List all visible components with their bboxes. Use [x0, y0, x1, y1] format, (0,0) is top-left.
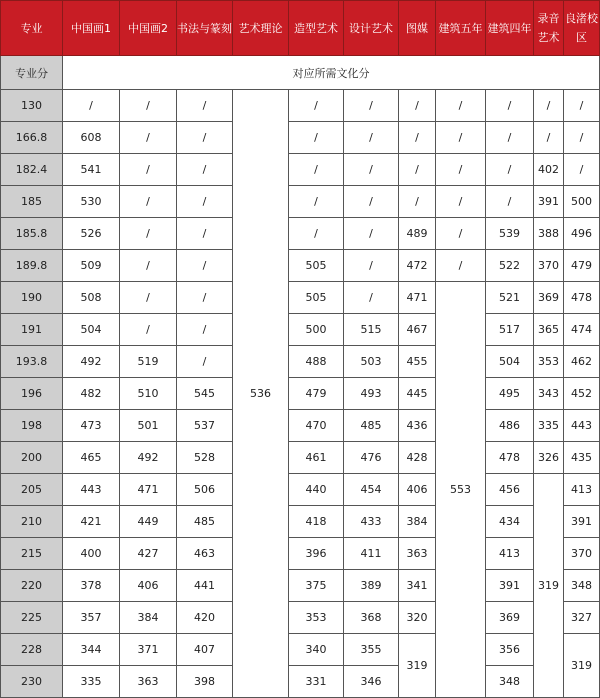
table-row [1, 122, 600, 154]
data-cell: 396 [289, 538, 344, 570]
data-cell: 473 [63, 410, 120, 442]
data-cell: 478 [486, 442, 534, 474]
data-cell: / [120, 250, 177, 282]
column-header: 录音艺术 [534, 1, 564, 56]
data-cell: 608 [63, 122, 120, 154]
data-cell: 479 [289, 378, 344, 410]
data-cell: 413 [486, 538, 534, 570]
data-cell: 384 [120, 602, 177, 634]
data-cell: 505 [289, 282, 344, 314]
data-cell: 369 [534, 282, 564, 314]
data-cell: 435 [564, 442, 600, 474]
data-cell: 440 [289, 474, 344, 506]
data-cell: 522 [486, 250, 534, 282]
data-cell: / [177, 346, 233, 378]
table-row [1, 218, 600, 250]
data-cell: 461 [289, 442, 344, 474]
score-cell: 220 [1, 570, 63, 602]
data-cell: 378 [63, 570, 120, 602]
data-cell: / [177, 90, 233, 122]
data-cell: 326 [534, 442, 564, 474]
data-cell: / [177, 154, 233, 186]
data-cell: 495 [486, 378, 534, 410]
table-row [1, 442, 600, 474]
table-row [1, 570, 600, 602]
table-row [1, 634, 600, 666]
data-cell: 353 [534, 346, 564, 378]
subheader-label: 专业分 [1, 56, 63, 90]
data-cell: / [486, 154, 534, 186]
data-cell: / [177, 314, 233, 346]
data-cell: 356 [486, 634, 534, 666]
data-cell: 340 [289, 634, 344, 666]
column-header: 建筑四年 [486, 1, 534, 56]
score-cell: 230 [1, 666, 63, 698]
data-cell: 517 [486, 314, 534, 346]
subheader-row [1, 56, 600, 90]
data-cell: 539 [486, 218, 534, 250]
data-cell: / [344, 122, 399, 154]
score-cell: 166.8 [1, 122, 63, 154]
data-cell: 465 [63, 442, 120, 474]
column-header: 艺术理论 [233, 1, 289, 56]
data-cell: 526 [63, 218, 120, 250]
score-cell: 210 [1, 506, 63, 538]
data-cell: 452 [564, 378, 600, 410]
data-cell: 528 [177, 442, 233, 474]
data-cell: 365 [534, 314, 564, 346]
data-cell: 348 [564, 570, 600, 602]
data-cell: 355 [344, 634, 399, 666]
data-cell: 335 [534, 410, 564, 442]
header-row [1, 1, 600, 56]
score-cell: 189.8 [1, 250, 63, 282]
data-cell: 436 [399, 410, 436, 442]
data-cell: / [436, 250, 486, 282]
data-cell: / [344, 282, 399, 314]
data-cell: 445 [399, 378, 436, 410]
data-cell: 368 [344, 602, 399, 634]
data-cell: 474 [564, 314, 600, 346]
data-cell: 363 [399, 538, 436, 570]
data-cell: 504 [63, 314, 120, 346]
score-cell: 190 [1, 282, 63, 314]
data-cell: / [120, 154, 177, 186]
data-cell: 470 [289, 410, 344, 442]
data-cell: / [486, 186, 534, 218]
table-row [1, 666, 600, 698]
data-cell: 420 [177, 602, 233, 634]
column-header: 中国画2 [120, 1, 177, 56]
column-header: 建筑五年 [436, 1, 486, 56]
data-cell: / [177, 250, 233, 282]
data-cell: 384 [399, 506, 436, 538]
data-cell: / [177, 186, 233, 218]
cell-recording-merged: 319 [534, 474, 564, 698]
data-cell: / [120, 314, 177, 346]
score-cell: 205 [1, 474, 63, 506]
table-row [1, 154, 600, 186]
table-row [1, 314, 600, 346]
data-cell: / [399, 186, 436, 218]
data-cell: 418 [289, 506, 344, 538]
data-cell: / [177, 282, 233, 314]
score-cell: 191 [1, 314, 63, 346]
data-cell: 433 [344, 506, 399, 538]
data-cell: 519 [120, 346, 177, 378]
data-cell: 486 [486, 410, 534, 442]
data-cell: / [564, 122, 600, 154]
data-cell: 510 [120, 378, 177, 410]
score-cell: 215 [1, 538, 63, 570]
score-cell: 196 [1, 378, 63, 410]
table-row [1, 506, 600, 538]
score-cell: 185.8 [1, 218, 63, 250]
data-cell: 488 [289, 346, 344, 378]
data-cell: 327 [564, 602, 600, 634]
data-cell: 388 [534, 218, 564, 250]
data-cell: 530 [63, 186, 120, 218]
data-cell: 493 [344, 378, 399, 410]
data-cell: 449 [120, 506, 177, 538]
data-cell: 471 [399, 282, 436, 314]
data-cell: / [120, 218, 177, 250]
data-cell: 407 [177, 634, 233, 666]
score-cell: 193.8 [1, 346, 63, 378]
column-header: 图媒 [399, 1, 436, 56]
data-cell: 479 [564, 250, 600, 282]
data-cell: 400 [63, 538, 120, 570]
data-cell: 492 [63, 346, 120, 378]
table-row [1, 186, 600, 218]
data-cell: 427 [120, 538, 177, 570]
subheader-note: 对应所需文化分 [63, 56, 600, 90]
data-cell: / [289, 90, 344, 122]
data-cell: / [289, 218, 344, 250]
table-row [1, 474, 600, 506]
data-cell: 463 [177, 538, 233, 570]
column-header: 书法与篆刻 [177, 1, 233, 56]
data-cell: 370 [564, 538, 600, 570]
data-cell: 509 [63, 250, 120, 282]
data-cell: 369 [486, 602, 534, 634]
data-cell: 441 [177, 570, 233, 602]
data-cell: 357 [63, 602, 120, 634]
data-cell: 371 [120, 634, 177, 666]
data-cell: 428 [399, 442, 436, 474]
data-cell: 331 [289, 666, 344, 698]
data-cell: 402 [534, 154, 564, 186]
data-cell: 335 [63, 666, 120, 698]
data-cell: / [344, 186, 399, 218]
column-header: 设计艺术 [344, 1, 399, 56]
data-cell: / [289, 154, 344, 186]
cell-media-merged: 319 [399, 634, 436, 698]
data-cell: 391 [486, 570, 534, 602]
data-cell: 454 [344, 474, 399, 506]
data-cell: 320 [399, 602, 436, 634]
data-cell: 504 [486, 346, 534, 378]
data-cell: / [344, 218, 399, 250]
data-cell: 471 [120, 474, 177, 506]
data-cell: / [564, 90, 600, 122]
data-cell: / [436, 90, 486, 122]
data-cell: 492 [120, 442, 177, 474]
data-cell: 375 [289, 570, 344, 602]
data-cell: / [436, 186, 486, 218]
data-cell: 443 [63, 474, 120, 506]
data-cell: 476 [344, 442, 399, 474]
table-row [1, 250, 600, 282]
data-cell: / [344, 250, 399, 282]
data-cell: 406 [120, 570, 177, 602]
table-row [1, 378, 600, 410]
data-cell: / [436, 122, 486, 154]
column-header: 良渚校区 [564, 1, 600, 56]
data-cell: 472 [399, 250, 436, 282]
table-row [1, 282, 600, 314]
data-cell: 341 [399, 570, 436, 602]
data-cell: 413 [564, 474, 600, 506]
data-cell: 370 [534, 250, 564, 282]
data-cell: / [399, 154, 436, 186]
data-cell: / [436, 154, 486, 186]
data-cell: 353 [289, 602, 344, 634]
data-cell: 500 [289, 314, 344, 346]
data-cell: / [436, 218, 486, 250]
data-cell: 434 [486, 506, 534, 538]
score-cell: 225 [1, 602, 63, 634]
cell-arch5-merged: 553 [436, 282, 486, 698]
data-cell: 344 [63, 634, 120, 666]
score-cell: 200 [1, 442, 63, 474]
table-row [1, 346, 600, 378]
data-cell: / [120, 186, 177, 218]
data-cell: 515 [344, 314, 399, 346]
data-cell: 443 [564, 410, 600, 442]
score-cell: 185 [1, 186, 63, 218]
data-cell: 485 [344, 410, 399, 442]
data-cell: 467 [399, 314, 436, 346]
score-cell: 130 [1, 90, 63, 122]
data-cell: / [289, 122, 344, 154]
table-row [1, 602, 600, 634]
data-cell: / [120, 282, 177, 314]
data-cell: 363 [120, 666, 177, 698]
data-cell: 506 [177, 474, 233, 506]
data-cell: 455 [399, 346, 436, 378]
table-row [1, 538, 600, 570]
cell-art-theory-merged: 536 [233, 90, 289, 698]
data-cell: 541 [63, 154, 120, 186]
data-cell: 503 [344, 346, 399, 378]
data-cell: / [344, 90, 399, 122]
data-cell: 389 [344, 570, 399, 602]
data-cell: 421 [63, 506, 120, 538]
table-row [1, 90, 600, 122]
data-cell: 391 [534, 186, 564, 218]
data-cell: 482 [63, 378, 120, 410]
column-header: 中国画1 [63, 1, 120, 56]
data-cell: 348 [486, 666, 534, 698]
data-cell: / [120, 122, 177, 154]
score-cell: 228 [1, 634, 63, 666]
data-cell: / [534, 90, 564, 122]
column-header: 专业 [1, 1, 63, 56]
data-cell: 462 [564, 346, 600, 378]
cell-liangzhu-merged: 319 [564, 634, 600, 698]
data-cell: / [177, 122, 233, 154]
data-cell: 521 [486, 282, 534, 314]
data-cell: / [486, 90, 534, 122]
table-row [1, 410, 600, 442]
data-cell: 500 [564, 186, 600, 218]
data-cell: / [399, 122, 436, 154]
data-cell: 485 [177, 506, 233, 538]
data-cell: 346 [344, 666, 399, 698]
data-cell: 496 [564, 218, 600, 250]
data-cell: / [289, 186, 344, 218]
data-cell: / [534, 122, 564, 154]
data-cell: 398 [177, 666, 233, 698]
data-cell: 537 [177, 410, 233, 442]
column-header: 造型艺术 [289, 1, 344, 56]
data-cell: / [120, 90, 177, 122]
data-cell: 508 [63, 282, 120, 314]
data-cell: 489 [399, 218, 436, 250]
data-cell: 505 [289, 250, 344, 282]
data-cell: 411 [344, 538, 399, 570]
data-cell: / [63, 90, 120, 122]
data-cell: / [564, 154, 600, 186]
data-cell: / [399, 90, 436, 122]
data-cell: 406 [399, 474, 436, 506]
data-cell: 545 [177, 378, 233, 410]
data-cell: 391 [564, 506, 600, 538]
score-cell: 198 [1, 410, 63, 442]
data-cell: / [177, 218, 233, 250]
data-cell: 501 [120, 410, 177, 442]
data-cell: / [344, 154, 399, 186]
data-cell: / [486, 122, 534, 154]
score-cell: 182.4 [1, 154, 63, 186]
data-cell: 343 [534, 378, 564, 410]
data-cell: 478 [564, 282, 600, 314]
data-cell: 456 [486, 474, 534, 506]
